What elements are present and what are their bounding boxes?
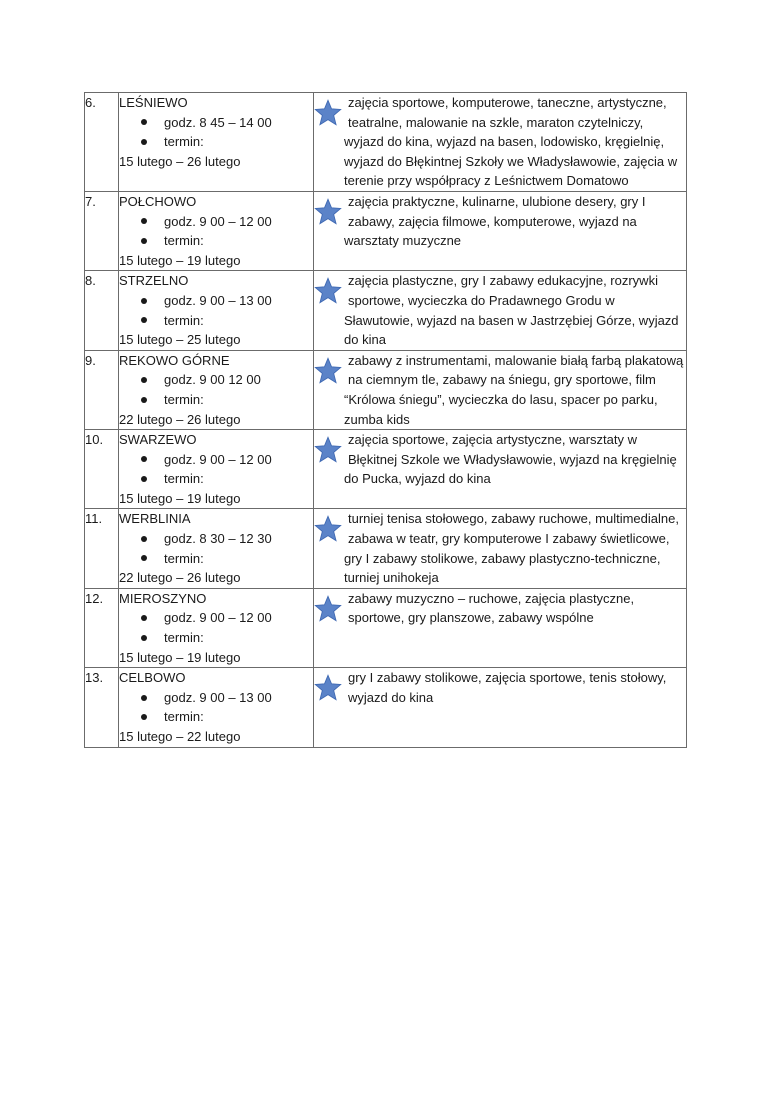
detail-list <box>119 450 313 489</box>
term-label: termin: <box>164 709 204 725</box>
bullet-icon <box>141 476 147 482</box>
activities-cell <box>314 588 687 667</box>
term-label: termin: <box>164 550 204 566</box>
date-range: 15 lutego – 19 lutego <box>119 649 241 665</box>
row-number: 6. <box>85 93 119 192</box>
table-row <box>85 93 687 192</box>
place-cell <box>119 271 314 350</box>
hours-item <box>141 450 313 470</box>
bullet-icon <box>141 695 147 701</box>
detail-list <box>119 608 313 647</box>
date-range: 15 lutego – 19 lutego <box>119 252 241 268</box>
bullet-icon <box>141 238 147 244</box>
bullet-icon <box>141 298 147 304</box>
bullet-icon <box>141 397 147 403</box>
term-label: termin: <box>164 471 204 487</box>
place-cell <box>119 93 314 192</box>
term-item <box>141 628 313 648</box>
hours-text: godz. 9 00 – 13 00 <box>164 689 272 705</box>
star-icon <box>314 595 342 623</box>
place-name: POŁCHOWO <box>119 193 197 209</box>
hours-text: godz. 8 45 – 14 00 <box>164 114 272 130</box>
bullet-icon <box>141 218 147 224</box>
star-icon <box>314 198 342 226</box>
term-item <box>141 311 313 331</box>
row-number: 12. <box>85 588 119 667</box>
place-name: SWARZEWO <box>119 432 197 448</box>
date-range: 22 lutego – 26 lutego <box>119 411 241 427</box>
hours-text: godz. 9 00 – 12 00 <box>164 610 272 626</box>
place-name: MIEROSZYNO <box>119 590 207 606</box>
star-icon <box>314 436 342 464</box>
table-row <box>85 430 687 509</box>
star-icon <box>314 674 342 702</box>
activities-cell <box>314 509 687 588</box>
bullet-icon <box>141 139 147 145</box>
detail-list <box>119 212 313 251</box>
place-name: STRZELNO <box>119 273 189 289</box>
term-item <box>141 549 313 569</box>
place-name: REKOWO GÓRNE <box>119 352 230 368</box>
activities-cell <box>314 93 687 192</box>
bullet-icon <box>141 119 147 125</box>
place-name: LEŚNIEWO <box>119 95 188 110</box>
row-number: 11. <box>85 509 119 588</box>
term-label: termin: <box>164 391 204 407</box>
date-range: 15 lutego – 25 lutego <box>119 332 241 348</box>
place-cell <box>119 668 314 747</box>
hours-item <box>141 113 313 133</box>
hours-item <box>141 212 313 232</box>
row-number: 9. <box>85 350 119 429</box>
term-item <box>141 231 313 251</box>
activities-text: zabawy z instrumentami, malowanie białą farbą plakatową na ciemnym tle, zabawy na śniegu, gry sportowe, film “Królowa śniegu”, wycieczka do lasu, spacer po parku, zumba kids <box>344 352 684 427</box>
bullet-icon <box>141 555 147 561</box>
term-label: termin: <box>164 134 204 150</box>
bullet-icon <box>141 615 147 621</box>
table-row <box>85 588 687 667</box>
detail-list <box>119 688 313 727</box>
term-label: termin: <box>164 312 204 328</box>
row-number: 10. <box>85 430 119 509</box>
star-icon <box>314 99 342 127</box>
bullet-icon <box>141 377 147 383</box>
activity-schedule-table <box>84 92 687 748</box>
bullet-icon <box>141 317 147 323</box>
hours-text: godz. 9 00 – 13 00 <box>164 292 272 308</box>
term-label: termin: <box>164 233 204 249</box>
hours-text: godz. 8 30 – 12 30 <box>164 531 272 547</box>
row-number: 13. <box>85 668 119 747</box>
term-item <box>141 707 313 727</box>
hours-text: godz. 9 00 – 12 00 <box>164 451 272 467</box>
table-row <box>85 191 687 270</box>
activities-text: gry I zabawy stolikowe, zajęcia sportowe, tenis stołowy, wyjazd do kina <box>348 670 667 705</box>
place-name: CELBOWO <box>119 670 186 686</box>
detail-list <box>119 291 313 330</box>
term-label: termin: <box>164 630 204 646</box>
detail-list <box>119 529 313 568</box>
hours-item <box>141 608 313 628</box>
place-cell <box>119 430 314 509</box>
hours-text: godz. 9 00 – 12 00 <box>164 213 272 229</box>
place-cell <box>119 588 314 667</box>
date-range: 15 lutego – 26 lutego <box>119 153 241 169</box>
hours-item <box>141 291 313 311</box>
bullet-icon <box>141 714 147 720</box>
date-range: 22 lutego – 26 lutego <box>119 570 241 586</box>
activities-text: zajęcia sportowe, zajęcia artystyczne, warsztaty w Błękitnej Szkole we Władysławowie, wyjazd na kręgielnię do Pucka, wyjazd do kina <box>344 432 677 487</box>
activities-text: zabawy muzyczno – ruchowe, zajęcia plastyczne, sportowe, gry planszowe, zabawy wspólne <box>348 590 635 626</box>
place-name: WERBLINIA <box>119 511 191 527</box>
table-row <box>85 668 687 747</box>
detail-list <box>119 113 313 152</box>
place-cell <box>119 191 314 270</box>
activities-text: zajęcia praktyczne, kulinarne, ulubione desery, gry I zabawy, zajęcia filmowe, komputerowe, wyjazd na warsztaty muzyczne <box>344 193 646 249</box>
place-cell <box>119 509 314 588</box>
bullet-icon <box>141 635 147 641</box>
date-range: 15 lutego – 19 lutego <box>119 490 241 506</box>
table-row <box>85 509 687 588</box>
row-number: 8. <box>85 271 119 350</box>
activities-cell <box>314 430 687 509</box>
activities-text: turniej tenisa stołowego, zabawy ruchowe, multimedialne, zabawa w teatr, gry komputerowe I zabawy świetlicowe, gry I zabawy stolikowe, zabawy plastyczno-techniczne, turniej unihokeja <box>344 511 679 586</box>
hours-text: godz. 9 00 12 00 <box>164 372 261 388</box>
activities-cell <box>314 350 687 429</box>
term-item <box>141 132 313 152</box>
row-number: 7. <box>85 191 119 270</box>
star-icon <box>314 515 342 543</box>
activities-text: zajęcia plastyczne, gry I zabawy edukacyjne, rozrywki sportowe, wycieczka do Pradawnego Grodu w Sławutowie, wyjazd na basen w Jastrzębiej Górze, wyjazd do kina <box>344 273 679 348</box>
hours-item <box>141 370 313 390</box>
place-cell <box>119 350 314 429</box>
activities-cell <box>314 271 687 350</box>
hours-item <box>141 688 313 708</box>
bullet-icon <box>141 536 147 542</box>
detail-list <box>119 370 313 409</box>
activities-text: zajęcia sportowe, komputerowe, taneczne, artystyczne, teatralne, malowanie na szkle, maraton czytelniczy, wyjazd do kina, wyjazd na basen, lodowisko, kręgielnię, wyjazd do Błękintnej Szkoły we Władysławowie, zajęcia w terenie przy współpracy z Leśnictwem Domatowo <box>344 95 678 189</box>
date-range: 15 lutego – 22 lutego <box>119 729 241 744</box>
hours-item <box>141 529 313 549</box>
table-row <box>85 350 687 429</box>
term-item <box>141 390 313 410</box>
star-icon <box>314 277 342 305</box>
bullet-icon <box>141 456 147 462</box>
term-item <box>141 469 313 489</box>
activities-cell <box>314 191 687 270</box>
activities-cell <box>314 668 687 747</box>
star-icon <box>314 357 342 385</box>
table-row <box>85 271 687 350</box>
